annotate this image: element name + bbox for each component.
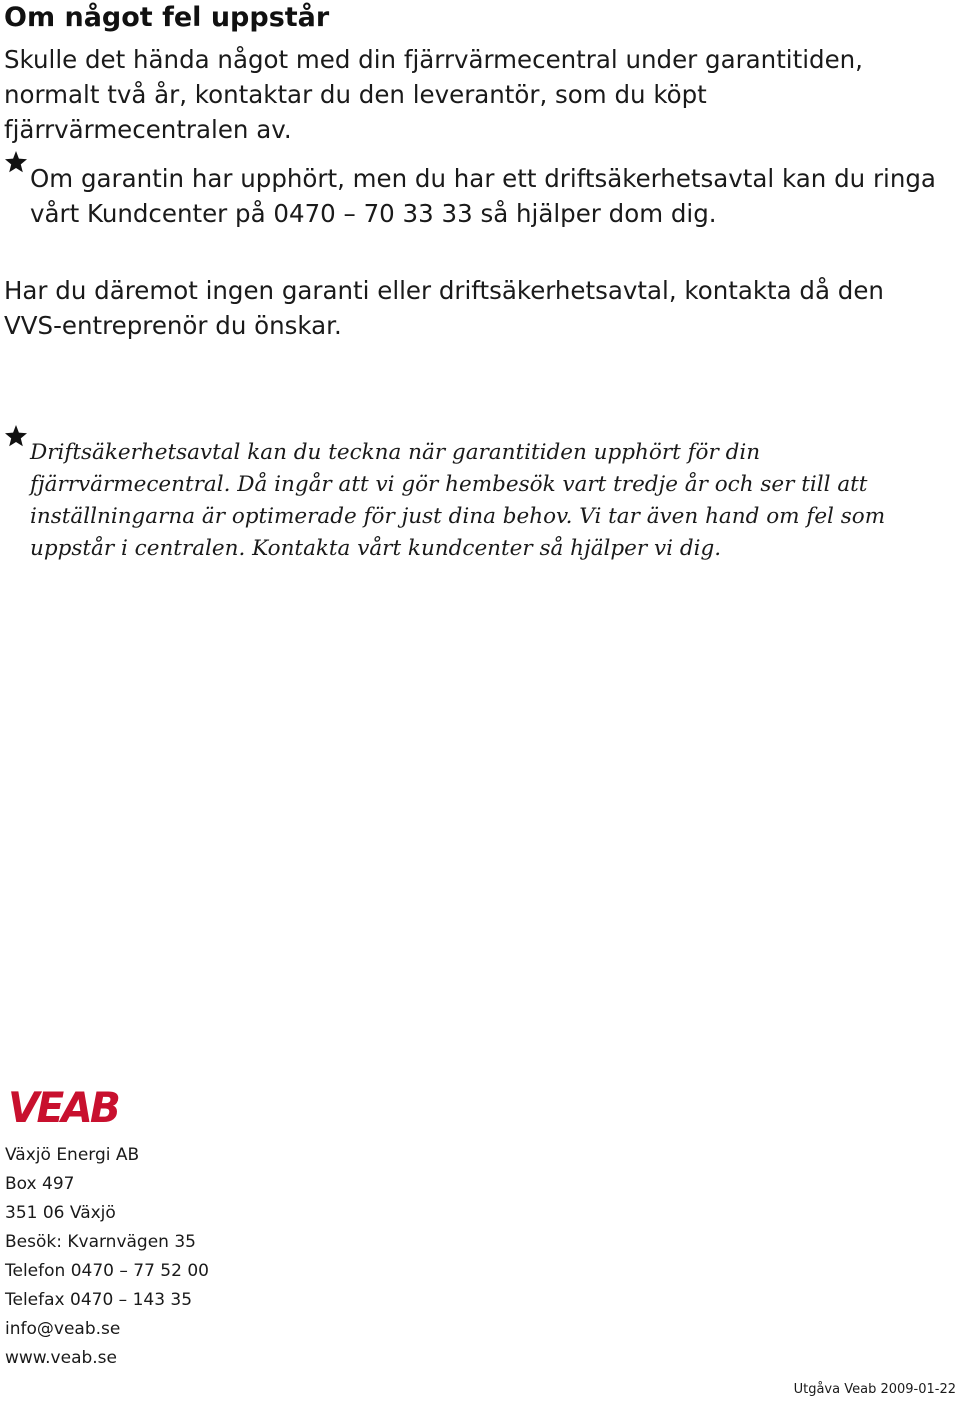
phone-number: Telefon 0470 – 77 52 00 (5, 1261, 209, 1281)
edition-label: Utgåva Veab 2009-01-22 (793, 1382, 956, 1397)
footnote-service-agreement: Driftsäkerhetsavtal kan du teckna när garantitiden upphört för din fjärrvärmecentral. Då ingår att vi gör hembesök vart tredje år och ser till att inställningarna är optimerade för just dina behov. Vi tar även hand om fel som uppstår i centralen. Kontakta vårt kundcenter så hjälper vi dig. (30, 440, 886, 561)
paragraph-contractor: Har du däremot ingen garanti eller driftsäkerhetsavtal, kontakta då den VVS-entreprenör du önskar. (4, 276, 884, 340)
paragraph-warranty: Skulle det hända något med din fjärrvärmecentral under garantitiden, normalt två år, kontaktar du den leverantör, som du köpt fjärrvärmecentralen av. (4, 45, 863, 144)
fax-number: Telefax 0470 – 143 35 (5, 1290, 193, 1310)
postal-code-city: 351 06 Växjö (5, 1203, 116, 1223)
visiting-address: Besök: Kvarnvägen 35 (5, 1232, 196, 1252)
page-title: Om något fel uppstår (4, 2, 330, 33)
company-address (5, 1141, 209, 1373)
email-address: info@veab.se (5, 1319, 121, 1339)
paragraph-service-agreement: Om garantin har upphört, men du har ett driftsäkerhetsavtal kan du ringa vårt Kundcenter på 0470 – 70 33 33 så hjälper dom dig. (30, 164, 936, 228)
website: www.veab.se (5, 1348, 118, 1368)
company-name: Växjö Energi AB (5, 1145, 140, 1165)
svg-text:VEAB: VEAB (8, 1087, 119, 1125)
veab-logo (8, 1087, 120, 1125)
postal-box: Box 497 (5, 1174, 75, 1194)
